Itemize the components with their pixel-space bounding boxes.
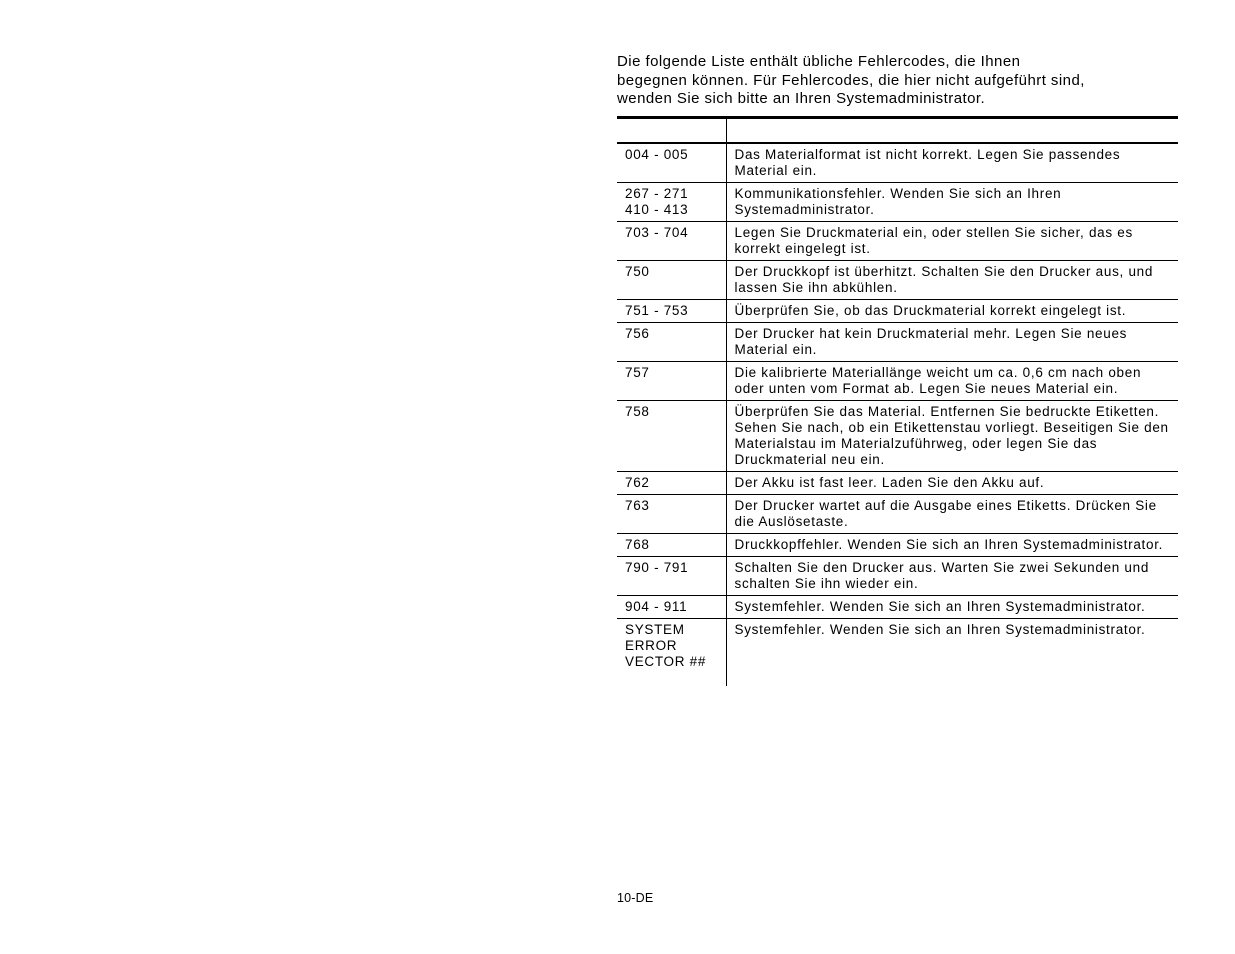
error-message: Legen Sie Druckmaterial ein, oder stellen Sie sicher, das es korrekt eingelegt ist. [726, 222, 1178, 261]
error-code: SYSTEM ERROR VECTOR ## [617, 619, 726, 687]
table-row [617, 183, 1178, 222]
table-row [617, 222, 1178, 261]
error-code: 762 [617, 472, 726, 495]
message-column-header [726, 118, 1178, 144]
error-code: 750 [617, 261, 726, 300]
error-message: Überprüfen Sie, ob das Druckmaterial korrekt eingelegt ist. [726, 300, 1178, 323]
intro-paragraph [617, 53, 1177, 109]
table-row [617, 362, 1178, 401]
error-code: 904 - 911 [617, 596, 726, 619]
error-code: 768 [617, 534, 726, 557]
error-message: Überprüfen Sie das Material. Entfernen Sie bedruckte Etiketten. Sehen Sie nach, ob ein Etikettenstau vorliegt. Beseitigen Sie den Materialstau im Materialzuführweg, oder legen Sie das Druckmaterial neu ein. [726, 401, 1178, 472]
error-message: Schalten Sie den Drucker aus. Warten Sie zwei Sekunden und schalten Sie ihn wieder ein. [726, 557, 1178, 596]
intro-line: Die folgende Liste enthält übliche Fehlercodes, die Ihnen [617, 53, 1021, 70]
error-message: Kommunikationsfehler. Wenden Sie sich an Ihren Systemadministrator. [726, 183, 1178, 222]
error-message: Der Drucker hat kein Druckmaterial mehr. Legen Sie neues Material ein. [726, 323, 1178, 362]
error-code-table [617, 116, 1178, 686]
table-row [617, 619, 1178, 687]
table-row [617, 472, 1178, 495]
error-message: Der Akku ist fast leer. Laden Sie den Akku auf. [726, 472, 1178, 495]
error-code: 790 - 791 [617, 557, 726, 596]
table-row [617, 495, 1178, 534]
table-row [617, 401, 1178, 472]
intro-line: wenden Sie sich bitte an Ihren Systemadministrator. [617, 90, 986, 107]
table-row [617, 596, 1178, 619]
error-code: 756 [617, 323, 726, 362]
error-code: 763 [617, 495, 726, 534]
table-row [617, 261, 1178, 300]
error-code: 004 - 005 [617, 143, 726, 183]
error-message: Der Drucker wartet auf die Ausgabe eines Etiketts. Drücken Sie die Auslösetaste. [726, 495, 1178, 534]
error-message: Die kalibrierte Materiallänge weicht um ca. 0,6 cm nach oben oder unten vom Format ab. Legen Sie neues Material ein. [726, 362, 1178, 401]
table-row [617, 557, 1178, 596]
table-row [617, 300, 1178, 323]
table-row [617, 143, 1178, 183]
error-message: Der Druckkopf ist überhitzt. Schalten Sie den Drucker aus, und lassen Sie ihn abkühlen. [726, 261, 1178, 300]
error-code: 267 - 271 410 - 413 [617, 183, 726, 222]
page-number: 10-DE [617, 891, 654, 905]
error-code: 751 - 753 [617, 300, 726, 323]
error-message: Druckkopffehler. Wenden Sie sich an Ihren Systemadministrator. [726, 534, 1178, 557]
error-message: Das Materialformat ist nicht korrekt. Legen Sie passendes Material ein. [726, 143, 1178, 183]
error-code: 703 - 704 [617, 222, 726, 261]
intro-line: begegnen können. Für Fehlercodes, die hier nicht aufgeführt sind, [617, 71, 1085, 89]
table-header-row [617, 118, 1178, 144]
table-row [617, 534, 1178, 557]
table-row [617, 323, 1178, 362]
error-message: Systemfehler. Wenden Sie sich an Ihren Systemadministrator. [726, 596, 1178, 619]
code-column-header [617, 118, 726, 144]
error-code: 757 [617, 362, 726, 401]
error-message: Systemfehler. Wenden Sie sich an Ihren Systemadministrator. [734, 622, 1146, 637]
error-code: 758 [617, 401, 726, 472]
